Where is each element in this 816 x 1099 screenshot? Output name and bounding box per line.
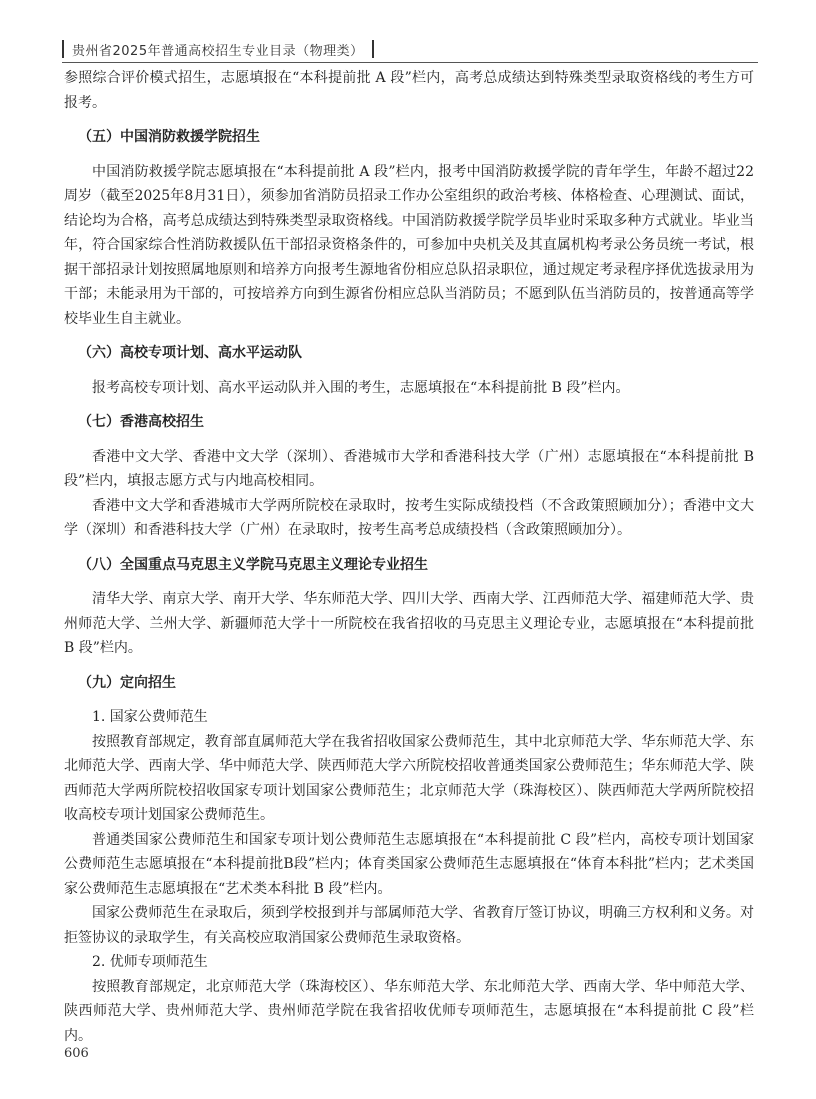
section-5-heading: （五）中国消防救援学院招生 [78, 129, 260, 145]
section-9-paragraph-2: 普通类国家公费师范生和国家专项计划公费师范生志愿填报在“本科提前批 C 段”栏内，高校专项计划国家公费师范生志愿填报在“本科提前批B段”栏内；体育类国家公费师范生志愿填报在“体育本科批”栏内；艺术类国家公费师范生志愿填报在“艺术类本科批 B 段”栏内。 [64, 831, 754, 897]
page-number: 606 [64, 1046, 89, 1061]
section-9-paragraph-3: 国家公费师范生在录取后，须到学校报到并与部属师范大学、省教育厅签订协议，明确三方权利和义务。对拒签协议的录取学生，有关高校应取消国家公费师范生录取资格。 [64, 905, 754, 946]
section-9-paragraph-1: 按照教育部规定，教育部直属师范大学在我省招收国家公费师范生，其中北京师范大学、华东师范大学、东北师范大学、西南大学、华中师范大学、陕西师范大学六所院校招收普通类国家公费师范生；华东师范大学、陕西师范大学两所院校招收国家专项计划国家公费师范生；北京师范大学（珠海校区）、陕西师范大学两所院校招收高校专项计划国家公费师范生。 [64, 733, 754, 823]
section-8-paragraph: 清华大学、南京大学、南开大学、华东师范大学、四川大学、西南大学、江西师范大学、福建师范大学、贵州师范大学、兰州大学、新疆师范大学十一所院校在我省招收的马克思主义理论专业，志愿填报在“本科提前批 B 段”栏内。 [64, 591, 754, 656]
header-right-bar [372, 40, 374, 58]
section-7-paragraph-1: 香港中文大学、香港中文大学（深圳）、香港城市大学和香港科技大学（广州）志愿填报在“本科提前批 B 段”栏内，填报志愿方式与内地高校相同。 [64, 448, 754, 489]
section-7-paragraph-2: 香港中文大学和香港城市大学两所院校在录取时，按考生实际成绩投档（不含政策照顾加分）；香港中文大学（深圳）和香港科技大学（广州）在录取时，按考生高考总成绩投档（含政策照顾加分）。 [64, 497, 754, 538]
section-9-paragraph-4: 按照教育部规定，北京师范大学（珠海校区）、华东师范大学、东北师范大学、西南大学、华中师范大学、陕西师范大学、贵州师范大学、贵州师范学院在我省招收优师专项师范生，志愿填报在“本科提前批 C 段”栏内。 [64, 978, 754, 1044]
running-header [62, 38, 374, 60]
section-9-subheading-1: 1. 国家公费师范生 [92, 709, 208, 725]
section-9-subheading-2: 2. 优师专项师范生 [92, 954, 208, 970]
page-body [64, 66, 754, 1048]
section-6-heading: （六）高校专项计划、高水平运动队 [78, 345, 302, 361]
section-6-paragraph: 报考高校专项计划、高水平运动队并入围的考生，志愿填报在“本科提前批 B 段”栏内。 [92, 379, 630, 396]
header-rule [62, 62, 758, 63]
section-5-paragraph: 中国消防救援学院志愿填报在“本科提前批 A 段”栏内，报考中国消防救援学院的青年学生，年龄不超过22周岁（截至2025年8月31日），须参加省消防员招录工作办公室组织的政治考核、体格检查、心理测试、面试，结论均为合格，高考总成绩达到特殊类型录取资格线。中国消防救援学院学员毕业时采取多种方式就业。毕业当年，符合国家综合性消防救援队伍干部招录资格条件的，可参加中央机关及其直属机构考录公务员统一考试，根据干部招录计划按照属地原则和培养方向报考生源地省份相应总队招录职位，通过规定考录程序择优选拔录用为干部；未能录用为干部的，可按培养方向到生源省份相应总队当消防员；不愿到队伍当消防员的，按普通高等学校毕业生自主就业。 [64, 163, 754, 327]
section-7-heading: （七）香港高校招生 [78, 414, 204, 430]
section-9-heading: （九）定向招生 [78, 674, 176, 691]
header-title: 贵州省2025年普通高校招生专业目录（物理类） [72, 43, 364, 59]
header-left-bar [62, 40, 64, 58]
intro-continuation: 参照综合评价模式招生，志愿填报在“本科提前批 A 段”栏内，高考总成绩达到特殊类型录取资格线的考生方可报考。 [64, 70, 754, 111]
section-8-heading: （八）全国重点马克思主义学院马克思主义理论专业招生 [78, 556, 428, 573]
